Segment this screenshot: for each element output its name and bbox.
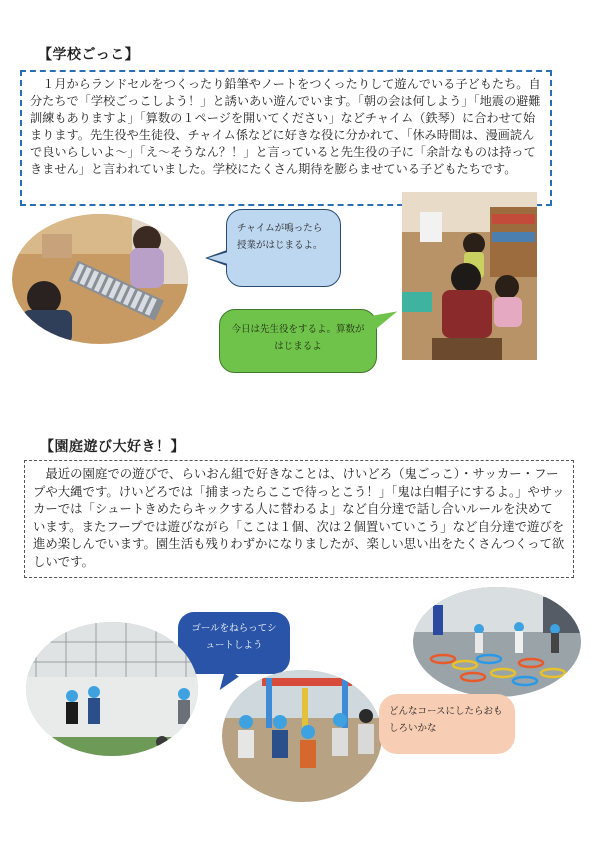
photo-playground <box>222 670 382 802</box>
speech-bubble-teacher <box>219 309 377 373</box>
photo-hoops <box>413 587 581 697</box>
speech-bubble-goal <box>178 612 290 674</box>
photo-soccer <box>26 622 198 756</box>
teacher-bubble-text: 今日は先生役をするよ。算数がはじまるよ <box>231 324 365 352</box>
course-bubble-text: どんなコースにしたらおもしろいかな <box>389 706 503 734</box>
yard-play-body: 最近の園庭での遊びで、らいおん組で好きなことは、けいどろ（鬼ごっこ）・サッカー・フープや大縄です。けいどろでは「捕まったらここで待っとこう！」「鬼は白帽子にするよ。」やサッカーでは「シュートきめたらキックする人に替わるよ」など自分達で話し合いルールを決めています。またフープでは遊びながら「ここは１個、次は２個置いていこう」など自分達で遊びを進め楽しんでいます。園生活も残りわずかになりましたが、楽しい思い出をたくさんつくって欲しいです。 <box>33 466 565 569</box>
photo-xylophone <box>12 214 188 344</box>
speech-bubble-course <box>379 694 515 754</box>
speech-bubble-chime <box>226 209 341 287</box>
school-play-text-box <box>20 70 552 206</box>
goal-bubble-text: ゴールをねらってシュートしよう <box>191 623 277 651</box>
photo-classroom <box>402 192 537 360</box>
section-title-yard-play: 【園庭遊び大好き！】 <box>40 439 185 455</box>
school-play-body: １月からランドセルをつくったり鉛筆やノートをつくったりして遊んでいる子どもたち。自分たちで「学校ごっこしよう！」と誘いあい遊んでいます。「朝の会は何しよう」「地震の避難訓練もありますよ」「算数の１ページを開いてください」などチャイム（鉄琴）に合わせて始まります。先生役や生徒役、チャイム係などに好きな役に分かれて、「休み時間は、漫画読んで良いらしいよ～」「え～そうなん？！」と言っていると先生役の子に「余計なものは持ってきません」と言われていました。学校にたくさん期待を膨らませている子どもたちです。 <box>30 77 541 176</box>
chime-bubble-text: チャイムが鳴ったら授業がはじまるよ。 <box>237 223 323 251</box>
section-title-school-play: 【学校ごっこ】 <box>38 47 140 63</box>
yard-play-text-box <box>24 460 574 578</box>
